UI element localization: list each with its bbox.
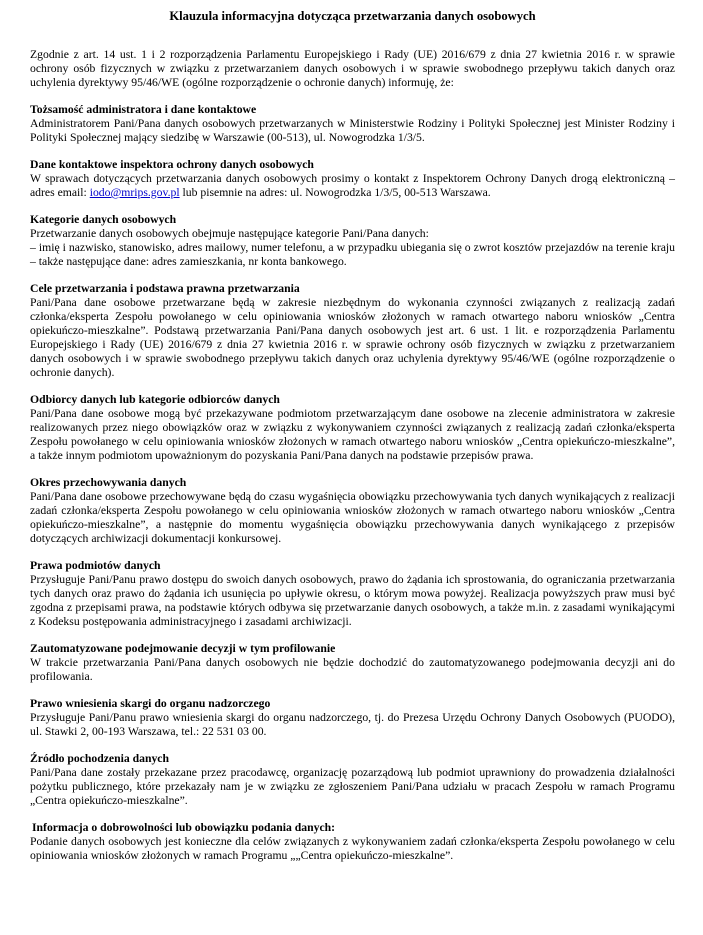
section-body-line: – imię i nazwisko, stanowisko, adres mailowy, numer telefonu, a w przypadku ubiegania się o zwrot kosztów przejazdów na terenie kraju – także następujące dane: adres zamieszkania, nr konta bankowego. [30,241,675,268]
section-automated [30,642,675,684]
section-body: Pani/Pana dane zostały przekazane przez pracodawcę, organizację pozarządową lub podmiot uprawniony do prowadzenia działalności pożytku publicznego, które przekazały nam je w związku ze zgłoszeniem Pani/Pana udziału w pracach Zespołu w ramach Programu „Centra opiekuńczo-mieszkalne”. [30,766,675,807]
section-categories [30,213,675,269]
section-title: Odbiorcy danych lub kategorie odbiorców danych [30,393,280,406]
section-title: Dane kontaktowe inspektora ochrony danych osobowych [30,158,314,171]
iod-email-link[interactable]: iodo@mrips.gov.pl [89,186,180,199]
section-administrator [30,103,675,145]
intro-paragraph: Zgodnie z art. 14 ust. 1 i 2 rozporządzenia Parlamentu Europejskiego i Rady (UE) 2016/679 z dnia 27 kwietnia 2016 r. w sprawie ochrony osób fizycznych w związku z przetwarzaniem danych osobowych i w sprawie swobodnego przepływu takich danych oraz uchylenia dyrektywy 95/46/WE (ogólne rozporządzenie o ochronie danych) informuję, że: [30,48,675,89]
iod-text-after: lub pisemnie na adres: ul. Nowogrodzka 1/3/5, 00-513 Warszawa. [179,186,491,199]
section-title: Źródło pochodzenia danych [30,752,169,765]
section-body: Przysługuje Pani/Panu prawo wniesienia skargi do organu nadzorczego, tj. do Prezesa Urzędu Ochrony Danych Osobowych (PUODO), ul. Stawki 2, 00-193 Warszawa, tel.: 22 531 03 00. [30,711,675,738]
section-iod [30,158,675,200]
section-body: Administratorem Pani/Pana danych osobowych przetwarzanych w Ministerstwie Rodziny i Polityki Społecznej jest Minister Rodziny i Polityki Społecznej mający siedzibę w Warszawie (00-513), ul. Nowogrodzka 1/3/5. [30,117,675,144]
section-body: Pani/Pana dane osobowe przechowywane będą do czasu wygaśnięcia obowiązku przechowywania tych danych wynikających z realizacji zadań członka/eksperta Zespołu powołanego w celu opiniowania wniosków złożonych w ramach otwartego naboru wniosków „Centra opiekuńczo-mieszkalne”, a następnie do momentu wygaśnięcia obowiązku przechowywania danych wynikającego z przepisów dotyczących archiwizacji dokumentacji konkursowej. [30,490,675,545]
section-body [30,172,675,200]
section-purposes [30,282,675,380]
section-title: Zautomatyzowane podejmowanie decyzji w tym profilowanie [30,642,336,655]
section-title: Prawo wniesienia skargi do organu nadzorczego [30,697,271,710]
section-body: Pani/Pana dane osobowe mogą być przekazywane podmiotom przetwarzającym dane osobowe na zlecenie administratora w zakresie realizowanych przez niego obowiązków oraz w związku z wykonywaniem czynności związanych z realizacją zadań członka/eksperta Zespołu powołanego w celu opiniowania wniosków złożonych w ramach otwartego naboru wniosków „Centra opiekuńczo-mieszkalne”, a także innym podmiotom upoważnionym do pozyskania Pani/Pana danych na podstawie przepisów prawa. [30,407,675,462]
section-title: Tożsamość administratora i dane kontaktowe [30,103,257,116]
section-body-line: Przetwarzanie danych osobowych obejmuje następujące kategorie Pani/Pana danych: [30,227,429,240]
section-body: Przysługuje Pani/Panu prawo dostępu do swoich danych osobowych, prawo do żądania ich sprostowania, do ograniczania przetwarzania tych danych oraz prawo do żądania ich usunięcia po upływie okresu, o którym mowa powyżej. Realizacja powyższych praw musi być zgodna z przepisami prawa, na podstawie których odbywa się przetwarzanie danych osobowych, a także m.in. z zasadami wynikającymi z Kodeksu postępowania administracyjnego i zasadami archiwizacji. [30,573,675,628]
section-title: Kategorie danych osobowych [30,213,177,226]
section-body: Pani/Pana dane osobowe przetwarzane będą w zakresie niezbędnym do wykonania czynności związanych z realizacją zadań członka/eksperta Zespołu powołanego w celu opiniowania wniosków złożonych w ramach otwartego naboru wniosków „Centra opiekuńczo-mieszkalne”. Podstawą przetwarzania Pani/Pana danych osobowych jest art. 6 ust. 1 lit. e rozporządzenia Parlamentu Europejskiego i Rady (UE) 2016/679 z dnia 27 kwietnia 2016 r. w sprawie ochrony osób fizycznych w związku z przetwarzaniem danych osobowych i w sprawie swobodnego przepływu takich danych oraz uchylenia dyrektywy 95/46/WE (ogólne rozporządzenie o ochronie danych). [30,296,675,379]
section-retention [30,476,675,546]
section-complaint [30,697,675,739]
intro-section [30,48,675,90]
section-body: W trakcie przetwarzania Pani/Pana danych osobowych nie będzie dochodzić do zautomatyzowanego podejmowania decyzji ani do profilowania. [30,656,675,683]
iod-text-before: W sprawach dotyczących przetwarzania danych osobowych prosimy o kontakt z Inspektorem Ochrony Danych drogą elektroniczną – adres email: [30,172,675,199]
section-rights [30,559,675,629]
section-body: Podanie danych osobowych jest konieczne dla celów związanych z wykonywaniem zadań członka/eksperta Zespołu powołanego w celu opiniowania wniosków złożonych w ramach Programu „„Centra opiekuńczo-mieszkalne”. [30,835,675,862]
section-title: Prawa podmiotów danych [30,559,161,572]
section-recipients [30,393,675,463]
section-source [30,752,675,808]
section-title: Cele przetwarzania i podstawa prawna przetwarzania [30,282,300,295]
document-title: Klauzula informacyjna dotycząca przetwarzania danych osobowych [169,9,536,23]
section-title: Informacja o dobrowolności lub obowiązku podania danych: [32,821,336,834]
section-title: Okres przechowywania danych [30,476,187,489]
section-voluntary [30,821,675,863]
